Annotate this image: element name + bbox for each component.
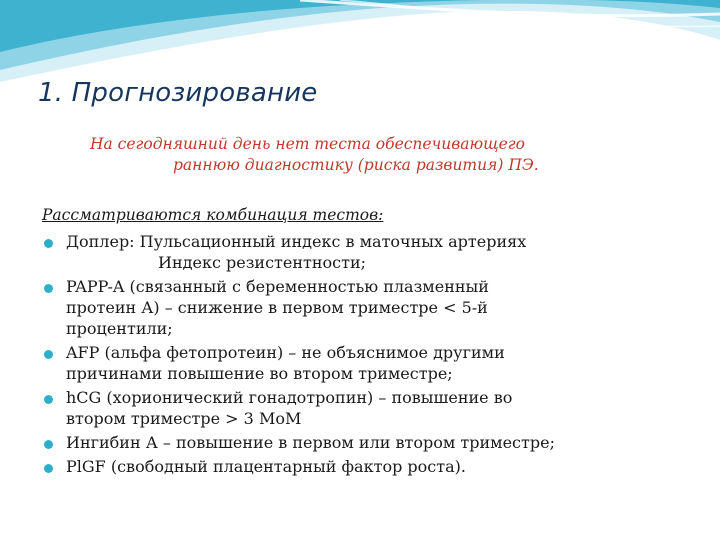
subtitle-line-2: раннюю диагностику (риска развития) ПЭ. [173, 156, 539, 174]
list-item-afp [42, 342, 702, 384]
slide-title: 1. Прогнозирование [38, 78, 318, 108]
list-item-hcg [42, 387, 702, 429]
bullet-icon [44, 239, 53, 248]
bullet-icon [44, 464, 53, 473]
bullet-icon [44, 350, 53, 359]
list-item-line: Ингибин А – повышение в первом или втором триместре; [66, 433, 555, 452]
list-item-line: AFP (альфа фетопротеин) – не объяснимое другими [66, 343, 505, 362]
list-item-line: hCG (хорионический гонадотропин) – повышение во [66, 388, 513, 407]
list-item-doppler [42, 231, 702, 273]
list-item-line: PlGF (свободный плацентарный фактор роста). [66, 457, 466, 476]
subtitle-line-1: На сегодняшний день нет теста обеспечивающего [90, 135, 525, 153]
list-item-plgf [42, 456, 702, 477]
bullet-icon [44, 440, 53, 449]
bullet-icon [44, 284, 53, 293]
list-item-line: процентили; [66, 319, 173, 338]
list-item-line: втором триместре > 3 МоМ [66, 409, 302, 428]
list-item-papp-a [42, 276, 702, 339]
list-item-line: PAPP-A (связанный с беременностью плазменный [66, 277, 489, 296]
slide-subtitle [90, 134, 650, 176]
bullet-icon [44, 395, 53, 404]
header-wave-decoration [0, 0, 720, 90]
list-item-line: Индекс резистентности; [158, 253, 367, 272]
list-item-line: протеин А) – снижение в первом триместре < 5-й [66, 298, 488, 317]
tests-intro: Рассматриваются комбинация тестов: [42, 206, 384, 224]
tests-list [42, 231, 702, 480]
list-item-line: Доплер: Пульсационный индекс в маточных артериях [66, 232, 527, 251]
list-item-inhibin [42, 432, 702, 453]
list-item-line: причинами повышение во втором триместре; [66, 364, 453, 383]
